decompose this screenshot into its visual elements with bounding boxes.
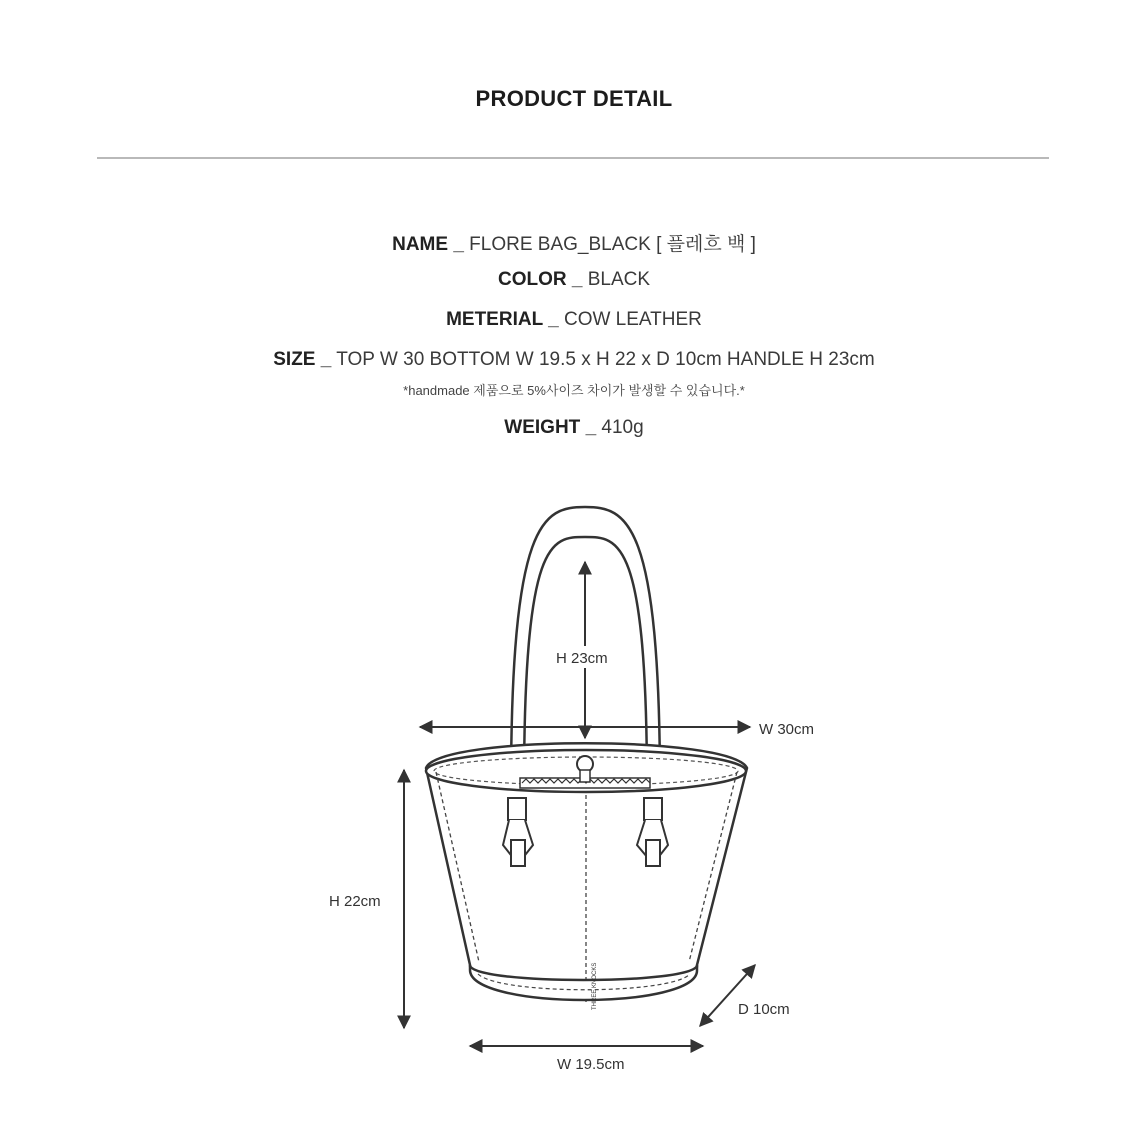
spec-color-value: BLACK — [587, 269, 651, 290]
page-title: PRODUCT DETAIL — [475, 86, 673, 111]
spec-size-value: TOP W 30 BOTTOM W 19.5 x H 22 x D 10cm HANDLE H 23cm — [336, 349, 875, 370]
bottom-width-label: W 19.5cm — [557, 1056, 625, 1073]
spec-name-label: NAME _ — [392, 234, 464, 255]
brand-tag: THREE KNOCKS — [592, 962, 598, 1010]
spec-material-value: COW LEATHER — [563, 309, 702, 330]
spec-weight-value: 410g — [601, 417, 644, 438]
size-variance-note: *handmade 제품으로 5%사이즈 차이가 발생할 수 있습니다.* — [403, 383, 745, 398]
spec-size-label: SIZE _ — [273, 349, 332, 370]
spec-material-label: METERIAL _ — [446, 309, 559, 330]
spec-name-value: FLORE BAG_BLACK [ 플레흐 백 ] — [469, 234, 756, 255]
body-height-label: H 22cm — [329, 893, 381, 910]
spec-weight-label: WEIGHT _ — [504, 417, 597, 438]
depth-label: D 10cm — [738, 1001, 790, 1018]
spec-color-label: COLOR _ — [497, 269, 583, 290]
handle-height-label: H 23cm — [556, 650, 608, 667]
top-width-label: W 30cm — [759, 721, 815, 738]
